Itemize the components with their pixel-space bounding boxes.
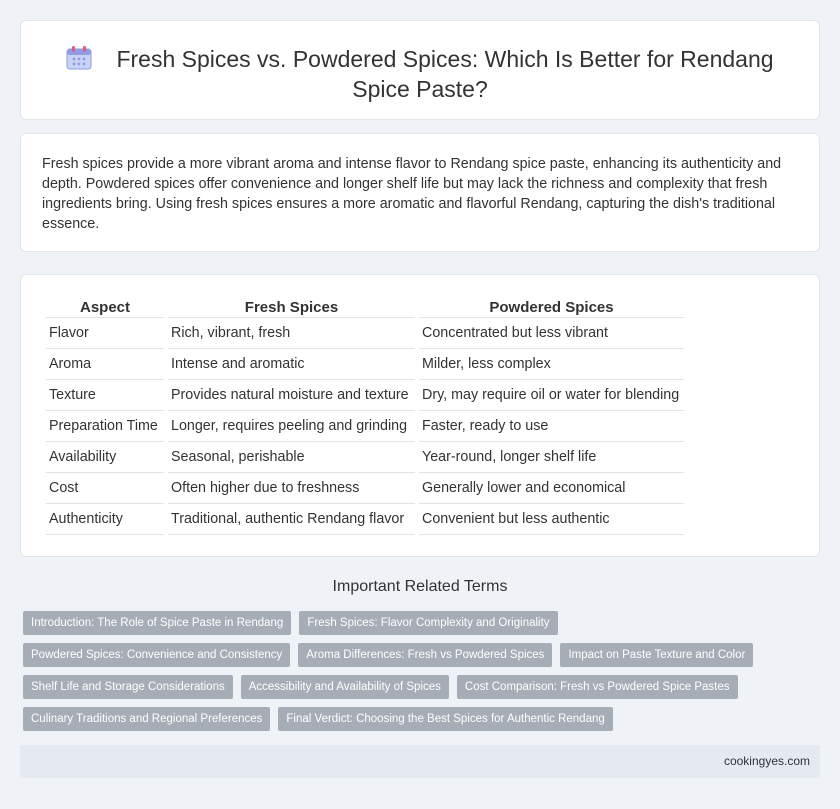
cell-fresh: Traditional, authentic Rendang flavor (168, 504, 415, 535)
cell-fresh: Provides natural moisture and texture (168, 380, 415, 411)
calendar-icon (66, 46, 92, 75)
cell-fresh: Intense and aromatic (168, 349, 415, 380)
tag-row (23, 611, 558, 635)
intro-text: Fresh spices provide a more vibrant aroma and intense flavor to Rendang spice paste, enhancing its authenticity and depth. Powdered spices offer convenience and longer shelf life but may lack the richness and complexity that fresh ingredients bring. Using fresh spices ensures a more aromatic and flavorful Rendang, capturing the dish's traditional essence. (42, 156, 782, 232)
tag-row (23, 707, 613, 731)
header-fresh: Fresh Spices (168, 297, 415, 318)
related-tag[interactable]: Introduction: The Role of Spice Paste in Rendang (23, 611, 291, 635)
cell-aspect: Flavor (46, 318, 164, 349)
header-powdered: Powdered Spices (419, 297, 684, 318)
cell-powdered: Year-round, longer shelf life (419, 442, 684, 473)
tag-row (23, 675, 738, 699)
table-row (46, 318, 684, 349)
table-row (46, 442, 684, 473)
table-row (46, 349, 684, 380)
footer-site-link[interactable]: cookingyes.com (723, 754, 810, 768)
cell-powdered: Milder, less complex (419, 349, 684, 380)
tag-row (23, 643, 753, 667)
related-tag[interactable]: Final Verdict: Choosing the Best Spices for Authentic Rendang (278, 707, 612, 731)
related-tag[interactable]: Culinary Traditions and Regional Preferences (23, 707, 270, 731)
cell-aspect: Texture (46, 380, 164, 411)
cell-fresh: Rich, vibrant, fresh (168, 318, 415, 349)
related-tag[interactable]: Powdered Spices: Convenience and Consistency (23, 643, 290, 667)
page-title: Fresh Spices vs. Powdered Spices: Which Is Better for Rendang Spice Paste? (116, 46, 774, 102)
header-aspect: Aspect (46, 297, 164, 318)
comparison-card (20, 274, 820, 557)
table-row (46, 504, 684, 535)
related-tag[interactable]: Fresh Spices: Flavor Complexity and Originality (299, 611, 557, 635)
table-header-row (46, 297, 684, 318)
intro-card (20, 133, 820, 252)
comparison-table (42, 297, 688, 535)
cell-aspect: Availability (46, 442, 164, 473)
cell-aspect: Aroma (46, 349, 164, 380)
cell-powdered: Convenient but less authentic (419, 504, 684, 535)
related-tag[interactable]: Aroma Differences: Fresh vs Powdered Spices (298, 643, 552, 667)
related-tag[interactable]: Impact on Paste Texture and Color (560, 643, 753, 667)
cell-aspect: Preparation Time (46, 411, 164, 442)
cell-aspect: Authenticity (46, 504, 164, 535)
related-terms-heading: Important Related Terms (332, 578, 508, 595)
table-row (46, 473, 684, 504)
cell-fresh: Longer, requires peeling and grinding (168, 411, 415, 442)
table-row (46, 411, 684, 442)
cell-powdered: Generally lower and economical (419, 473, 684, 504)
cell-powdered: Faster, ready to use (419, 411, 684, 442)
cell-fresh: Seasonal, perishable (168, 442, 415, 473)
footer (20, 745, 820, 778)
table-row (46, 380, 684, 411)
related-tag[interactable]: Cost Comparison: Fresh vs Powdered Spice Pastes (457, 675, 738, 699)
cell-powdered: Concentrated but less vibrant (419, 318, 684, 349)
title-card (20, 20, 820, 120)
related-tag[interactable]: Accessibility and Availability of Spices (241, 675, 449, 699)
cell-powdered: Dry, may require oil or water for blending (419, 380, 684, 411)
cell-aspect: Cost (46, 473, 164, 504)
related-tag[interactable]: Shelf Life and Storage Considerations (23, 675, 233, 699)
cell-fresh: Often higher due to freshness (168, 473, 415, 504)
